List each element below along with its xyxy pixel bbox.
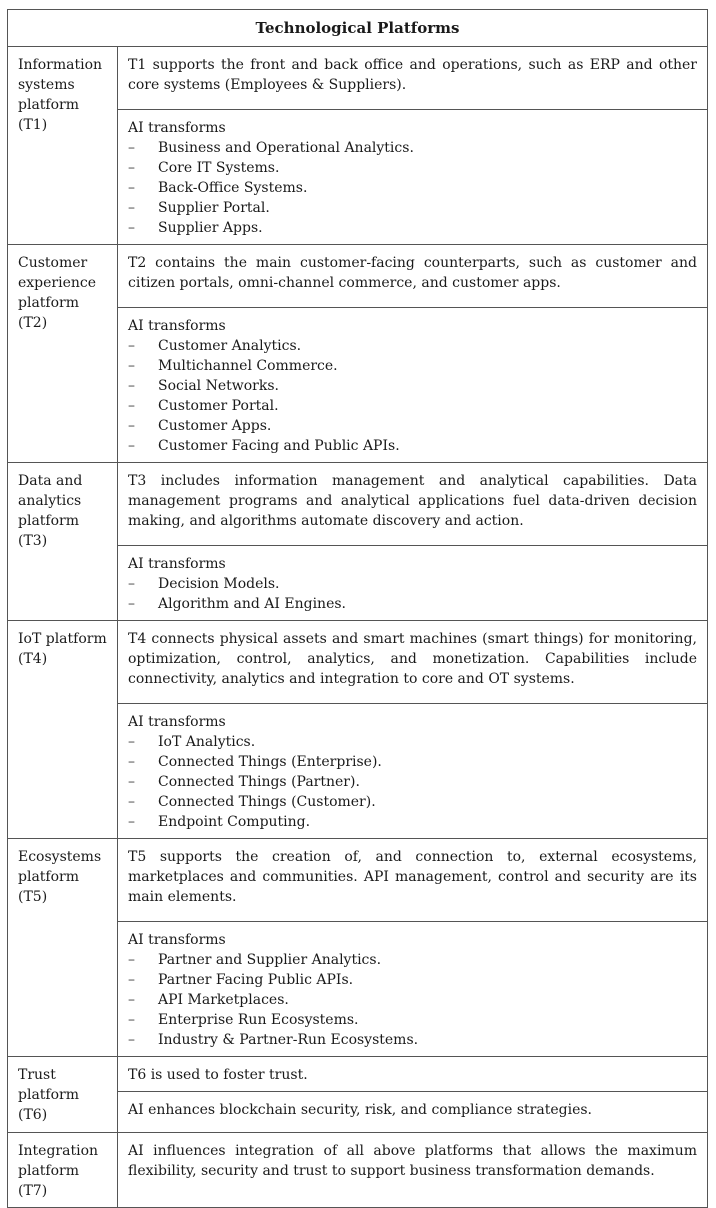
list-item: – Partner and Supplier Analytics. (128, 952, 382, 968)
ai-list (128, 574, 697, 614)
table-row (8, 839, 708, 922)
table-row (8, 621, 708, 704)
list-item: – Customer Facing and Public APIs. (128, 438, 400, 454)
ai-list (128, 138, 697, 238)
ai-list (128, 336, 697, 456)
list-item: – Endpoint Computing. (128, 814, 311, 830)
platform-description: T6 is used to foster trust. (118, 1057, 708, 1092)
ai-list (128, 732, 697, 832)
list-item: – Customer Apps. (128, 418, 272, 434)
platform-description: T5 supports the creation of, and connection to, external ecosystems, marketplaces and communities. API management, control and security are its main elements. (118, 839, 708, 922)
ai-transforms-cell (118, 704, 708, 839)
ai-heading: AI transforms (128, 932, 226, 948)
platform-label: Integration platform (T7) (8, 1133, 118, 1208)
platform-label: Data and analytics platform (T3) (8, 463, 118, 621)
list-item: – Industry & Partner-Run Ecosystems. (128, 1032, 419, 1048)
platform-label: Trust platform (T6) (8, 1057, 118, 1133)
list-item: – Connected Things (Customer). (128, 794, 376, 810)
ai-transforms-cell (118, 546, 708, 621)
ai-enhances-cell: AI enhances blockchain security, risk, and compliance strategies. (118, 1092, 708, 1133)
list-item: – Enterprise Run Ecosystems. (128, 1012, 359, 1028)
list-item: – IoT Analytics. (128, 734, 256, 750)
ai-list (128, 950, 697, 1050)
list-item: – API Marketplaces. (128, 992, 289, 1008)
list-item: – Back-Office Systems. (128, 180, 308, 196)
platform-label: Customer experience platform (T2) (8, 245, 118, 463)
table-row (8, 1057, 708, 1092)
table-row (8, 1133, 708, 1208)
platform-label: Ecosystems platform (T5) (8, 839, 118, 1057)
list-item: – Algorithm and AI Engines. (128, 596, 346, 612)
list-item: – Connected Things (Enterprise). (128, 754, 382, 770)
list-item: – Partner Facing Public APIs. (128, 972, 354, 988)
ai-heading: AI transforms (128, 556, 226, 572)
list-item: – Customer Portal. (128, 398, 279, 414)
list-item: – Supplier Portal. (128, 200, 270, 216)
list-item: – Core IT Systems. (128, 160, 280, 176)
platforms-table (7, 9, 708, 1208)
platform-label: Information systems platform (T1) (8, 47, 118, 245)
platform-description: T4 connects physical assets and smart machines (smart things) for monitoring, optimization, control, analytics, and monetization. Capabilities include connectivity, analytics and integration to core and OT systems. (118, 621, 708, 704)
ai-heading: AI transforms (128, 318, 226, 334)
ai-heading: AI transforms (128, 120, 226, 136)
list-item: – Customer Analytics. (128, 338, 302, 354)
ai-transforms-cell (118, 308, 708, 463)
platform-description: T1 supports the front and back office and operations, such as ERP and other core systems (Employees & Suppliers). (118, 47, 708, 110)
platform-description: T2 contains the main customer-facing counterparts, such as customer and citizen portals, omni-channel commerce, and customer apps. (118, 245, 708, 308)
ai-heading: AI transforms (128, 714, 226, 730)
list-item: – Social Networks. (128, 378, 279, 394)
ai-transforms-cell (118, 922, 708, 1057)
list-item: – Multichannel Commerce. (128, 358, 338, 374)
platform-description: AI influences integration of all above platforms that allows the maximum flexibility, security and trust to support business transformation demands. (118, 1133, 708, 1208)
list-item: – Decision Models. (128, 576, 280, 592)
list-item: – Business and Operational Analytics. (128, 140, 414, 156)
list-item: – Connected Things (Partner). (128, 774, 360, 790)
table-title: Technological Platforms (8, 10, 708, 47)
platform-label: IoT platform (T4) (8, 621, 118, 839)
table-row (8, 463, 708, 546)
platform-description: T3 includes information management and analytical capabilities. Data management programs and analytical applications fuel data-driven decision making, and algorithms automate discovery and action. (118, 463, 708, 546)
table-row (8, 245, 708, 308)
ai-transforms-cell (118, 110, 708, 245)
list-item: – Supplier Apps. (128, 220, 263, 236)
table-row (8, 47, 708, 110)
